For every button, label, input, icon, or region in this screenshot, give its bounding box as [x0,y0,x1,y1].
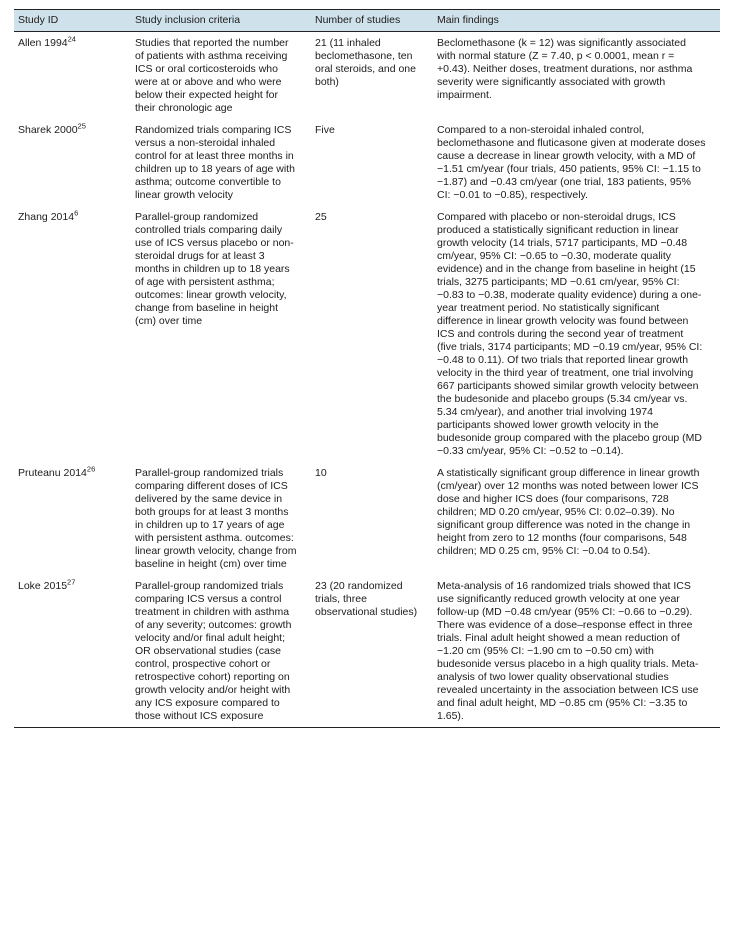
systematic-reviews-table [14,9,720,728]
reference-superscript: 25 [77,121,86,131]
number-of-studies-cell: 21 (11 inhaled beclomethasone, ten oral steroids, and one both) [315,37,416,88]
inclusion-criteria-cell: Randomized trials comparing ICS versus a non-steroidal inhaled control for at least three months in children up to 18 years of age with asthma; outcome convertible to linear growth velocity [135,124,295,201]
table-row [14,575,720,728]
inclusion-criteria-cell: Parallel-group randomized trials comparing ICS versus a control treatment in children with asthma of any severity; outcomes: growth velocity and/or final adult height; OR observational studies (case control, prospective cohort or retrospective cohort) reporting on growth velocity and/or height with any ICS exposure compared to those without ICS exposure [131,575,311,728]
number-of-studies-cell: Five [315,124,335,136]
table-header [14,10,720,32]
study-name: Pruteanu 2014 [18,467,87,479]
inclusion-criteria-cell: Parallel-group randomized controlled trials comparing daily use of ICS versus placebo or non-steroidal drugs for at least 3 months in children up to 18 years of age with persistent asthma; outcomes: linear growth velocity, change from baseline in height (cm) over time [135,211,294,327]
reference-superscript: 26 [86,464,96,474]
table-body [14,32,720,728]
study-id-cell [14,119,131,206]
table-row [14,119,720,206]
main-findings-cell: Compared to a non-steroidal inhaled control, beclomethasone and fluticasone given at moderate doses cause a decrease in linear growth velocity, with a MD of −1.51 cm/year (four trials, 450 patients, 95% CI: −1.15 to −1.87) and −0.43 cm/year (one trial, 183 patients, 95% CI: −0.01 to −0.85), respectively. [437,124,706,201]
study-id-cell [14,575,131,728]
study-name: Loke 2015 [18,580,68,592]
study-name: Allen 1994 [18,37,68,49]
inclusion-criteria-cell: Studies that reported the number of patients with asthma receiving ICS or oral corticosteroids who were at or above and who were below their expected height for their chronologic age [135,37,289,114]
study-id-cell [14,206,131,462]
column-header-number-of-studies: Number of studies [311,10,433,32]
main-findings-cell: Meta-analysis of 16 randomized trials showed that ICS use significantly reduced growth velocity at one year follow-up (MD −0.48 cm/year (95% CI: −0.66 to −0.29). There was evidence of a dose–response effect in three trials. Final adult height showed a mean reduction of −1.20 cm (95% CI: −1.90 cm to −0.50 cm) with budesonide versus placebo in a high quality trials. Meta-analysis of two lower quality observational studies revealed uncertainty in the association between ICS use and final adult height, MD −0.85 cm (95% CI: −3.35 to 1.65). [433,575,720,728]
study-name: Zhang 2014 [18,211,75,223]
column-header-main-findings: Main findings [433,10,720,32]
column-header-study-id: Study ID [14,10,131,32]
reference-superscript: 6 [74,208,79,218]
table-row [14,206,720,462]
study-id-cell [14,32,131,120]
header-row [14,10,720,32]
number-of-studies-cell: 23 (20 randomized trials, three observational studies) [311,575,433,728]
reference-superscript: 27 [67,577,76,587]
study-id-cell [14,462,131,575]
main-findings-cell: Compared with placebo or non-steroidal drugs, ICS produced a statistically significant reduction in linear growth velocity (14 trials, 5717 participants, MD −0.48 cm/year, 95% CI: −0.65 to −0.30, moderate quality evidence) and in the change from baseline in height (15 trials, 3275 participants; MD −0.61 cm/year, 95% CI: −0.83 to −0.38, moderate quality evidence) during a one-year treatment period. No statistically significant difference in linear growth velocity was found between ICS and controls during the second year of treatment (five trials, 3174 participants; MD −0.19 cm/year, 95% CI: −0.48 to 0.11). Of two trials that reported linear growth velocity in the third year of treatment, one trial involving 667 participants showed similar growth velocity between the budesonide and placebo groups (5.34 cm/year vs. 5.34 cm/year), and another trial involving 1974 participants showed lower growth velocity in the budesonide group compared with the placebo group (MD −0.33 cm/year, 95% CI: −0.52 to −0.14). [437,211,703,457]
number-of-studies-cell: 25 [315,211,327,223]
reference-superscript: 24 [67,34,76,44]
table-row [14,32,720,120]
main-findings-cell: A statistically significant group difference in linear growth (cm/year) over 12 months was noted between lower ICS dose and higher ICS does (four comparisons, 728 children; MD 0.20 cm/year, 95% CI: 0.02–0.39). No significant group difference was noted in the change in height from zero to 12 months (four comparisons, 548 children; MD 0.25 cm, 95% CI: −0.04 to 0.54). [437,467,700,557]
inclusion-criteria-cell: Parallel-group randomized trials comparing different doses of ICS delivered by the same device in both groups for at least 3 months in children up to 17 years of age with persistent asthma. outcomes: linear growth velocity, change from baseline in height (cm) over time [135,467,297,570]
table-row [14,462,720,575]
number-of-studies-cell: 10 [315,467,327,479]
study-name: Sharek 2000 [18,124,78,136]
main-findings-cell: Beclomethasone (k = 12) was significantly associated with normal stature (Z = 7.40, p < 0.0001, mean r = +0.43). Neither doses, treatment durations, nor asthma severity were significantly associated with growth impairment. [437,37,693,101]
column-header-inclusion-criteria: Study inclusion criteria [131,10,311,32]
